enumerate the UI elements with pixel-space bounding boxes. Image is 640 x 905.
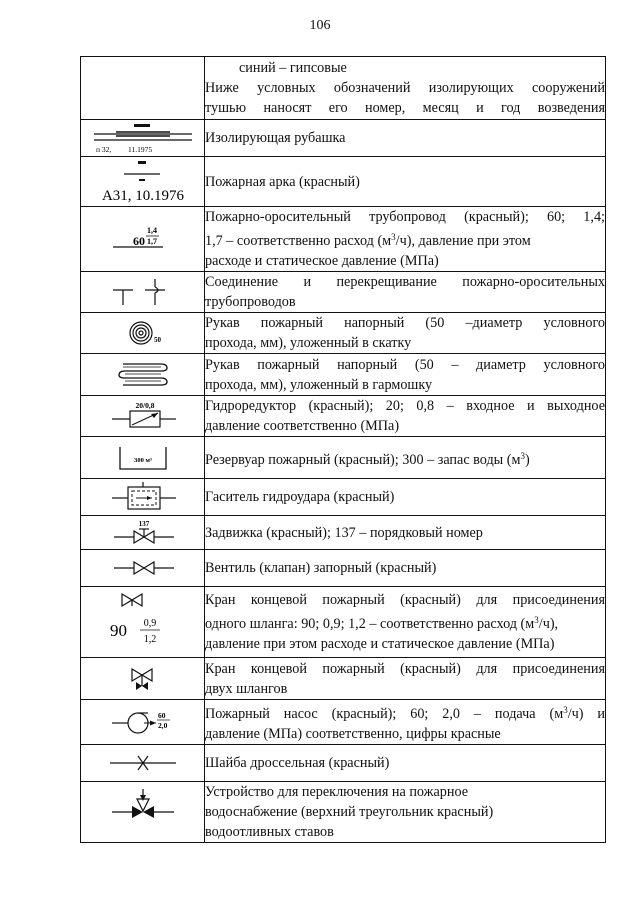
description-cell [205,354,606,396]
description-line: Пожарно-оросительный трубопровод (красный); 60; 1,4; [205,209,605,225]
description-line: расходе и статическое давление (МПа) [205,253,439,269]
symbol-label: 50 [153,336,161,344]
hydro-reducer-symbol [98,397,188,435]
symbol-label: 2,0 [157,721,167,730]
symbol-label: 20/0,8 [135,401,154,410]
description-cell [205,516,606,550]
legend-row [81,396,606,437]
symbol-label: 60 [157,711,165,720]
insulating-jacket-symbol [88,121,198,155]
description-line: водоснабжение (верхний треугольник красный) [205,804,494,820]
legend-row [81,479,606,516]
description-line: одного шланга: 90; 0,9; 1,2 – соответственно расход $(м^3/ч)$, [205,615,559,632]
symbol-label: А31, 10.1976 [101,187,184,204]
symbol-cell [81,437,205,479]
fire-arch-symbol [84,159,202,205]
description-line: тушью наносят его номер, месяц и год возведения [205,100,605,116]
legend-row [81,313,606,354]
description-line: Гаситель гидроудара (красный) [205,489,395,505]
legend-row [81,157,606,207]
symbol-cell [81,120,205,157]
legend-row [81,354,606,396]
description-line: синий – гипсовые [239,60,347,76]
description-cell [205,658,606,700]
water-hammer-damper-symbol [98,480,188,514]
symbol-label: 300 м³ [133,456,152,464]
description-cell [205,745,606,782]
shutoff-valve-symbol [98,552,188,584]
description-line: Рукав пожарный напорный (50 –диаметр условного [205,315,605,331]
description-cell [205,437,606,479]
description-line: давление при этом расходе и статическое давление (МПа) [205,636,555,652]
throttle-washer-symbol [98,747,188,779]
end-fire-valve-single-symbol [88,588,198,656]
legend-row [81,207,606,272]
description-cell [205,57,606,120]
pipe-junction-crossing-symbol [103,273,183,311]
legend-row [81,700,606,745]
description-line: водоотливных ставов [205,824,334,840]
symbols-legend-table [80,56,606,843]
description-cell [205,782,606,843]
description-line: Кран концевой пожарный (красный) для присоединения [205,660,605,677]
description-line: Ниже условных обозначений изолирующих сооружений [205,80,605,96]
description-line: трубопроводов [205,294,296,310]
description-cell [205,272,606,313]
legend-row [81,782,606,843]
description-line: Устройство для переключения на пожарное [205,784,469,800]
description-line: двух шлангов [205,680,288,697]
description-line: давление соответственно (МПа) [205,418,400,434]
description-cell [205,479,606,516]
description-cell [205,207,606,272]
fire-pump-symbol [98,703,188,741]
symbol-cell [81,745,205,782]
rolled-hose-symbol [103,314,183,352]
description-line: Резервуар пожарный (красный); 300 – запас воды $(м^3)$ [205,450,530,468]
symbol-label: 1,2 [143,634,156,645]
fire-reservoir-symbol [98,439,188,477]
description-cell [205,120,606,157]
legend-row [81,437,606,479]
symbol-label: 90 [109,621,127,640]
description-cell [205,700,606,745]
description-line: Соединение и перекрещивание пожарно-оросительных [205,274,605,290]
symbol-cell [81,516,205,550]
symbol-label: 60 [132,234,145,248]
symbol-cell [81,658,205,700]
description-line: давление (МПа) соответственно, цифры красные [205,726,501,742]
description-line: Изолирующая рубашка [205,130,346,146]
legend-row [81,272,606,313]
symbol-cell [81,57,205,120]
symbol-cell [81,157,205,207]
symbol-label: 0,9 [143,618,156,629]
folded-hose-symbol [103,356,183,394]
symbol-label: 11.1975 [127,145,152,154]
symbol-cell [81,396,205,437]
gate-valve-symbol [98,517,188,549]
symbol-cell [81,354,205,396]
symbol-cell [81,700,205,745]
description-line: Рукав пожарный напорный (50 – диаметр условного [205,356,605,373]
description-line: Пожарный насос (красный); 60; 2,0 – подача $(м^3/ч)$ и [205,705,605,722]
symbol-cell [81,272,205,313]
symbol-label: 137 [138,519,149,528]
description-line: Шайба дроссельная (красный) [205,755,390,771]
symbol-cell [81,782,205,843]
sprinkler-pipeline-symbol [93,219,193,259]
description-cell [205,313,606,354]
description-line: прохода, мм), уложенный в гармошку [205,376,433,393]
legend-row [81,658,606,700]
description-line: Пожарная арка (красный) [205,173,360,190]
legend-row [81,57,606,120]
symbol-cell [81,313,205,354]
description-line: 1,7 – соответственно расход $(м^3/ч)$, давление при этом [205,232,531,249]
symbol-label: 1,4 [146,226,157,235]
description-line: Задвижка (красный); 137 – порядковый номер [205,524,483,541]
symbol-cell [81,479,205,516]
description-cell [205,396,606,437]
symbol-cell [81,587,205,658]
description-line: Гидроредуктор (красный); 20; 0,8 – входное и выходное [205,398,605,414]
symbol-cell [81,207,205,272]
legend-row [81,550,606,587]
description-line: Кран концевой пожарный (красный) для присоединения [205,592,605,608]
switching-device-symbol [98,785,188,839]
description-line: прохода, мм), уложенный в скатку [205,335,412,351]
legend-row [81,587,606,658]
description-cell [205,587,606,658]
legend-row [81,745,606,782]
legend-row [81,120,606,157]
legend-row [81,516,606,550]
symbol-cell [81,550,205,587]
description-cell [205,550,606,587]
end-fire-valve-double-symbol [98,660,188,698]
description-line: Вентиль (клапан) запорный (красный) [205,560,437,576]
symbol-label: п 32, [95,145,111,154]
symbol-label: 1,7 [146,237,157,246]
page-number: 106 [309,18,331,33]
description-cell [205,157,606,207]
